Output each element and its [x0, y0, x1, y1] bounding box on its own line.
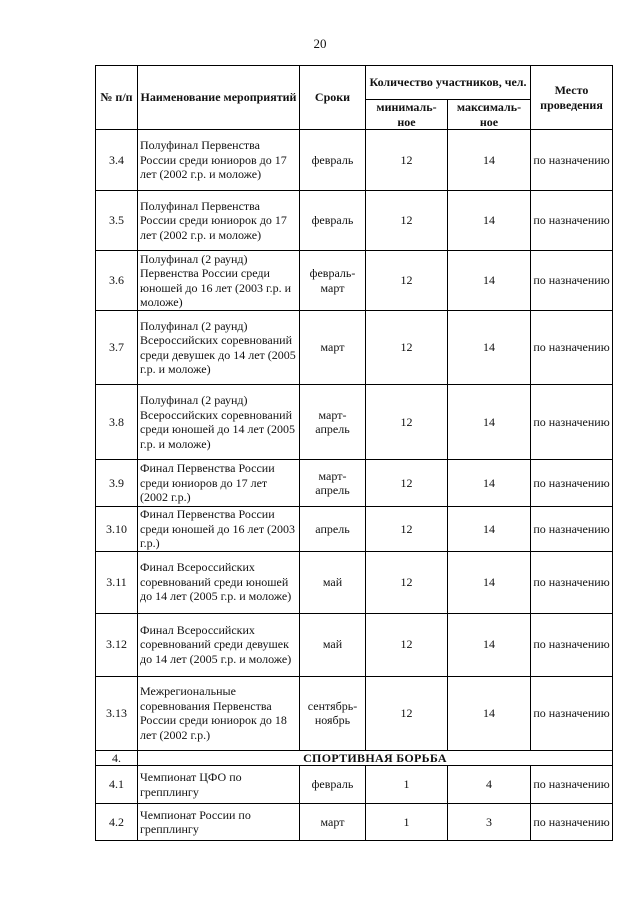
section-num: 4. [96, 750, 138, 766]
row-max: 14 [448, 130, 531, 191]
row-dates: сентябрь-ноябрь [300, 676, 366, 750]
header-min: минималь-ное [366, 100, 448, 130]
row-min: 12 [366, 507, 448, 552]
events-table [95, 65, 613, 841]
table-row [96, 311, 613, 385]
header-num: № п/п [96, 66, 138, 130]
row-max: 14 [448, 251, 531, 311]
header-participants: Количество участников, чел. [366, 66, 531, 100]
row-num: 3.13 [96, 676, 138, 750]
row-place: по назначению [531, 804, 613, 841]
row-max: 3 [448, 804, 531, 841]
row-dates: апрель [300, 507, 366, 552]
header-place: Место проведения [531, 66, 613, 130]
row-dates: март [300, 804, 366, 841]
row-min: 12 [366, 613, 448, 676]
row-name: Чемпионат ЦФО по грепплингу [138, 766, 300, 804]
row-num: 4.1 [96, 766, 138, 804]
header-name: Наименование мероприятий [138, 66, 300, 130]
row-place: по назначению [531, 385, 613, 460]
row-max: 14 [448, 676, 531, 750]
row-max: 14 [448, 551, 531, 613]
row-name: Чемпионат России по грепплингу [138, 804, 300, 841]
row-place: по назначению [531, 460, 613, 507]
header-dates: Сроки [300, 66, 366, 130]
row-place: по назначению [531, 676, 613, 750]
row-min: 12 [366, 676, 448, 750]
row-place: по назначению [531, 766, 613, 804]
row-dates: май [300, 613, 366, 676]
row-name: Полуфинал (2 раунд) Первенства России среди юношей до 16 лет (2003 г.р. и моложе) [138, 251, 300, 311]
row-num: 3.7 [96, 311, 138, 385]
row-max: 4 [448, 766, 531, 804]
row-num: 4.2 [96, 804, 138, 841]
section-title: СПОРТИВНАЯ БОРЬБА [138, 750, 613, 766]
row-min: 12 [366, 251, 448, 311]
row-max: 14 [448, 311, 531, 385]
table-row [96, 191, 613, 251]
row-num: 3.11 [96, 551, 138, 613]
table-row [96, 251, 613, 311]
table-row [96, 130, 613, 191]
row-place: по назначению [531, 311, 613, 385]
row-place: по назначению [531, 251, 613, 311]
row-dates: февраль-март [300, 251, 366, 311]
row-place: по назначению [531, 613, 613, 676]
table-row [96, 385, 613, 460]
row-place: по назначению [531, 551, 613, 613]
row-name: Полуфинал (2 раунд) Всероссийских соревнований среди девушек до 14 лет (2005 г.р. и моложе) [138, 311, 300, 385]
row-place: по назначению [531, 507, 613, 552]
row-dates: март-апрель [300, 385, 366, 460]
row-num: 3.12 [96, 613, 138, 676]
header-row [96, 66, 613, 100]
table-row [96, 676, 613, 750]
table-row [96, 613, 613, 676]
row-num: 3.10 [96, 507, 138, 552]
header-max: максималь-ное [448, 100, 531, 130]
row-name: Полуфинал (2 раунд) Всероссийских соревнований среди юношей до 14 лет (2005 г.р. и моложе) [138, 385, 300, 460]
row-min: 12 [366, 191, 448, 251]
table-row [96, 507, 613, 552]
row-dates: февраль [300, 130, 366, 191]
row-min: 1 [366, 766, 448, 804]
table-row [96, 804, 613, 841]
row-dates: март [300, 311, 366, 385]
row-name: Полуфинал Первенства России среди юниоров до 17 лет (2002 г.р. и моложе) [138, 130, 300, 191]
row-min: 1 [366, 804, 448, 841]
table-row [96, 766, 613, 804]
row-num: 3.9 [96, 460, 138, 507]
row-max: 14 [448, 385, 531, 460]
row-place: по назначению [531, 191, 613, 251]
row-max: 14 [448, 191, 531, 251]
row-max: 14 [448, 613, 531, 676]
row-place: по назначению [531, 130, 613, 191]
page-number: 20 [313, 36, 327, 51]
row-num: 3.5 [96, 191, 138, 251]
row-name: Межрегиональные соревнования Первенства России среди юниорок до 18 лет (2002 г.р.) [138, 676, 300, 750]
table-row [96, 460, 613, 507]
row-num: 3.4 [96, 130, 138, 191]
row-min: 12 [366, 551, 448, 613]
row-min: 12 [366, 385, 448, 460]
row-min: 12 [366, 311, 448, 385]
row-min: 12 [366, 460, 448, 507]
row-dates: февраль [300, 766, 366, 804]
row-dates: март-апрель [300, 460, 366, 507]
row-num: 3.8 [96, 385, 138, 460]
section-row [96, 750, 613, 766]
row-max: 14 [448, 507, 531, 552]
row-name: Финал Всероссийских соревнований среди юношей до 14 лет (2005 г.р. и моложе) [138, 551, 300, 613]
row-min: 12 [366, 130, 448, 191]
row-num: 3.6 [96, 251, 138, 311]
row-dates: февраль [300, 191, 366, 251]
row-name: Полуфинал Первенства России среди юниорок до 17 лет (2002 г.р. и моложе) [138, 191, 300, 251]
row-dates: май [300, 551, 366, 613]
row-name: Финал Первенства России среди юношей до 16 лет (2003 г.р.) [138, 507, 300, 552]
table-row [96, 551, 613, 613]
row-name: Финал Первенства России среди юниоров до 17 лет (2002 г.р.) [138, 460, 300, 507]
row-name: Финал Всероссийских соревнований среди девушек до 14 лет (2005 г.р. и моложе) [138, 613, 300, 676]
row-max: 14 [448, 460, 531, 507]
